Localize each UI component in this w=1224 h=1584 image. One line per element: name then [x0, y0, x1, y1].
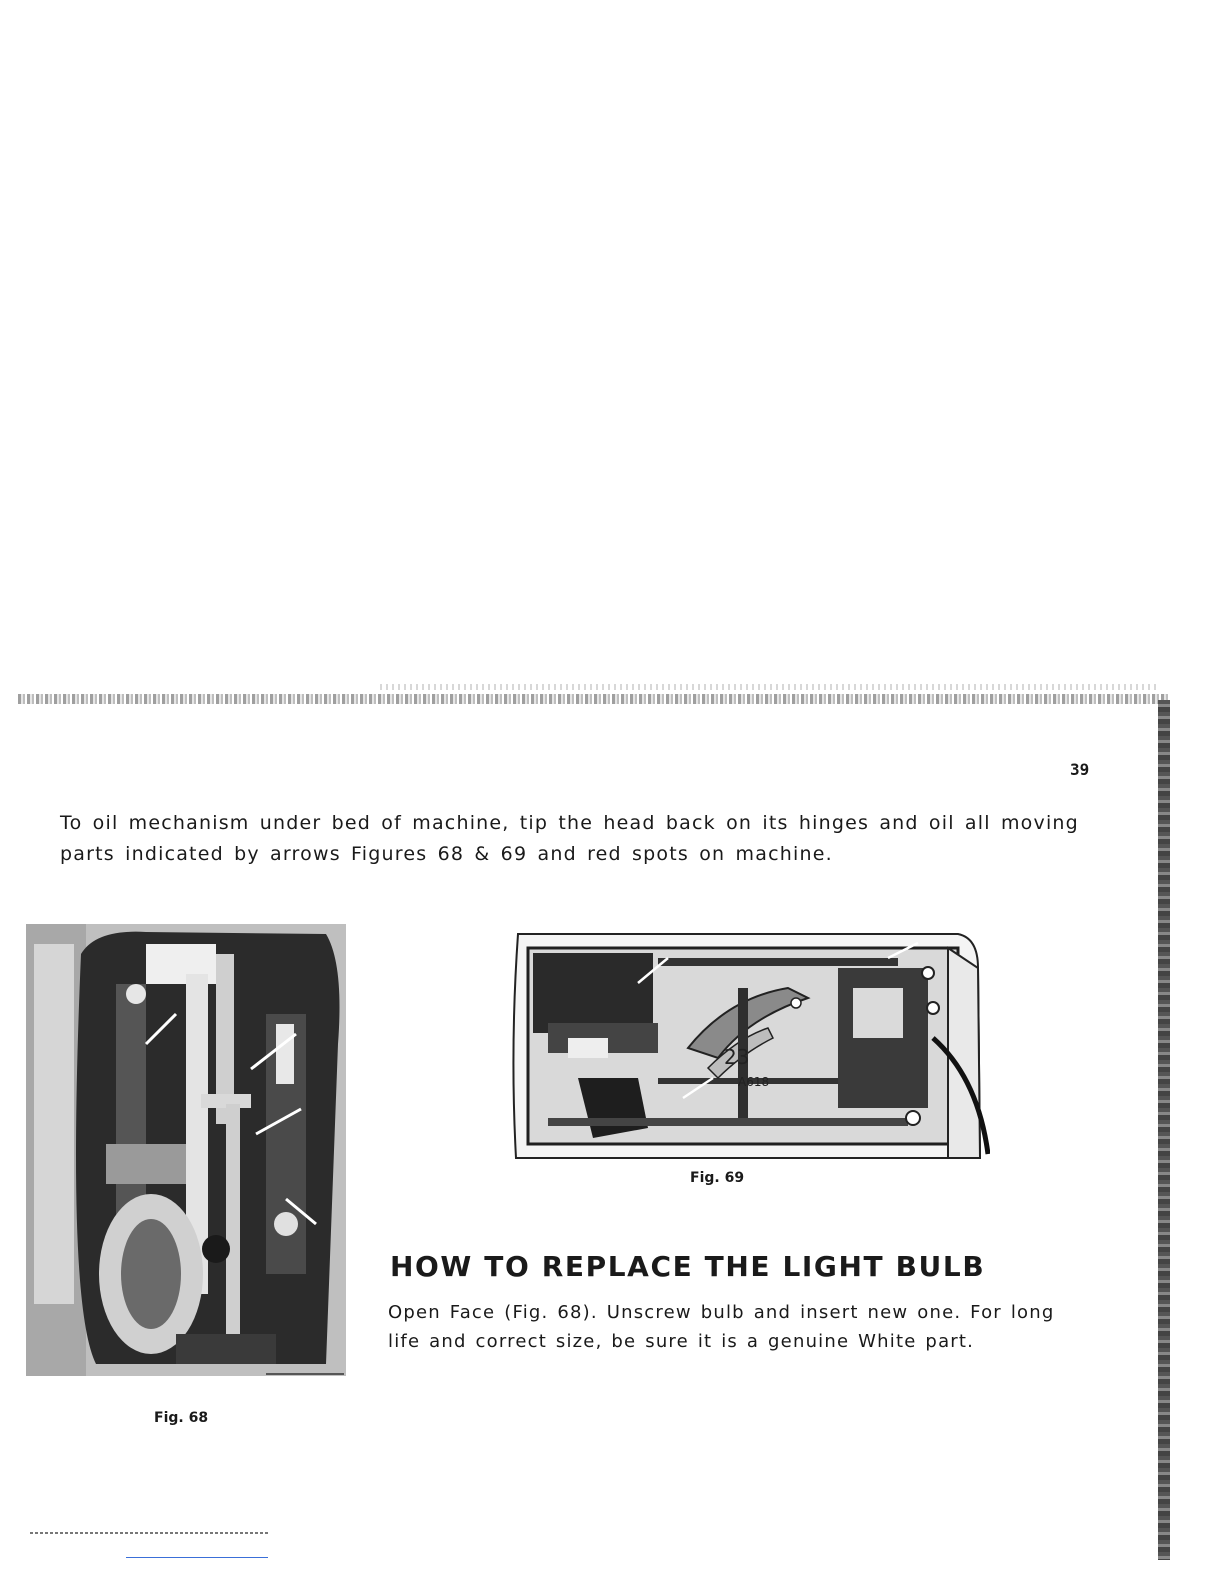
figure-69-caption: Fig. 69: [690, 1170, 745, 1186]
bottom-blue-line: [126, 1557, 268, 1558]
intro-text: To oil mechanism under bed of machine, tip the head back on its hinges and oil all moving parts indicated by arrows Figures 68 & 69 and red spots on machine.: [60, 812, 1079, 865]
section-heading: HOW TO REPLACE THE LIGHT BULB: [390, 1250, 986, 1283]
page-right-edge: [1158, 700, 1170, 1560]
page-number: 39: [1070, 760, 1090, 779]
intro-paragraph: [60, 808, 1090, 870]
figure-68-image: [26, 924, 346, 1376]
figure-69-image: [508, 928, 990, 1162]
figure-69-label-23: 23: [724, 1045, 750, 1069]
scan-edge-speckle: [380, 684, 1160, 690]
figure-68-caption: Fig. 68: [154, 1410, 209, 1426]
bottom-scan-line: [30, 1532, 268, 1534]
figure-69-label-part: A618: [738, 1075, 770, 1089]
section-body-text: Open Face (Fig. 68). Unscrew bulb and insert new one. For long life and correct size, be sure it is a genuine White part.: [388, 1302, 1055, 1352]
section-body: [388, 1298, 1078, 1356]
scan-edge: [18, 694, 1170, 704]
